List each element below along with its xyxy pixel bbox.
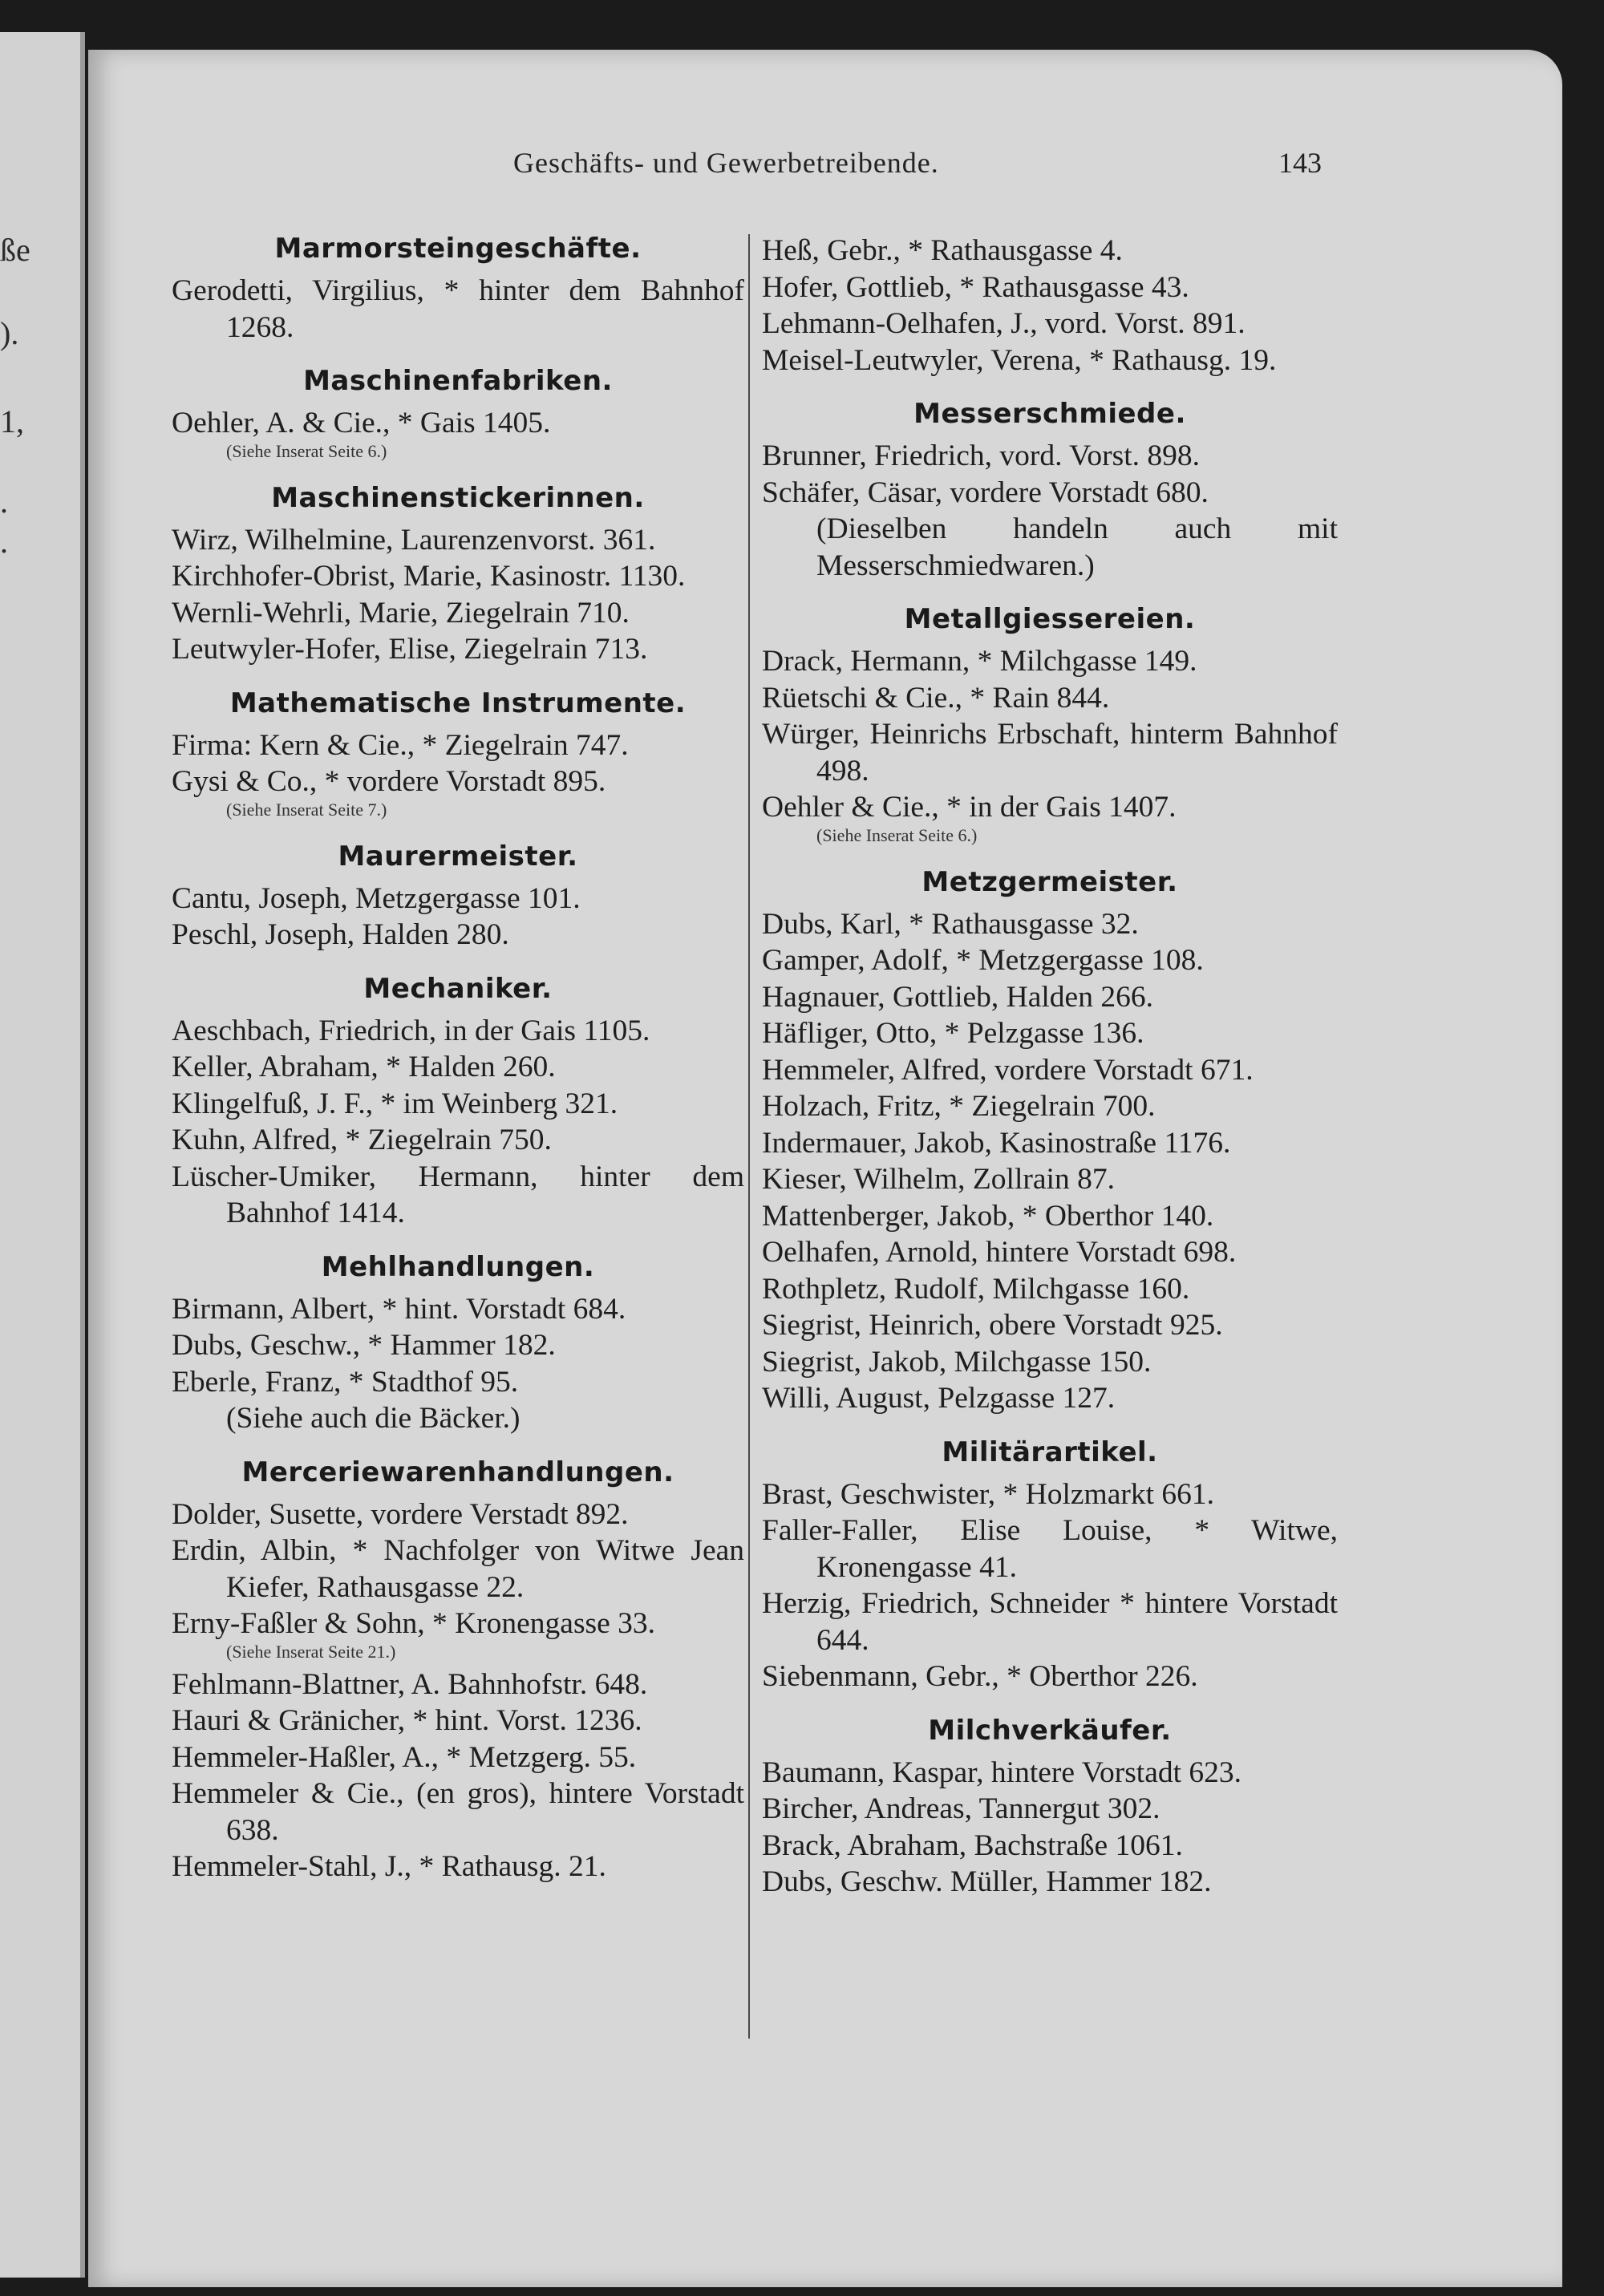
advertisement-note: (Siehe Inserat Seite 21.) <box>226 1641 396 1662</box>
section-heading: Milchverkäufer. <box>928 1714 1172 1747</box>
directory-entry: Mattenberger, Jakob, * Oberthor 140. <box>762 1199 1214 1233</box>
right-column <box>762 233 1338 1901</box>
directory-entry: Dolder, Susette, vordere Verstadt 892. <box>172 1497 629 1531</box>
page-number: 143 <box>1278 147 1322 179</box>
directory-entry: Wirz, Wilhelmine, Laurenzenvorst. 361. <box>172 523 656 557</box>
left-column <box>172 233 744 1885</box>
advertisement-note: (Siehe Inserat Seite 6.) <box>226 440 387 461</box>
directory-entry: Willi, August, Pelzgasse 127. <box>762 1382 1116 1415</box>
directory-entry: Gerodetti, Virgilius, * hinter dem Bahnhof 1268. <box>172 274 744 344</box>
section-messerschmiede <box>762 398 1338 584</box>
directory-entry: Peschl, Joseph, Halden 280. <box>172 918 509 951</box>
directory-entry: Drack, Hermann, * Milchgasse 149. <box>762 645 1197 678</box>
directory-entry: Rothpletz, Rudolf, Milchgasse 160. <box>762 1272 1190 1306</box>
directory-entry: Brack, Abraham, Bachstraße 1061. <box>762 1828 1183 1862</box>
directory-entry: Hagnauer, Gottlieb, Halden 266. <box>762 980 1153 1014</box>
directory-entry: Dubs, Karl, * Rathausgasse 32. <box>762 907 1139 941</box>
section-metallgiessereien <box>762 603 1338 847</box>
directory-entry: Hemmeler-Stahl, J., * Rathausg. 21. <box>172 1850 606 1883</box>
directory-entry: Oehler & Cie., * in der Gais 1407. <box>762 791 1177 824</box>
section-heading: Messerschmiede. <box>913 398 1186 430</box>
directory-entry: Heß, Gebr., * Rathausgasse 4. <box>762 234 1123 267</box>
directory-entry: Gysi & Co., * vordere Vorstadt 895. <box>172 765 606 798</box>
directory-entry: Aeschbach, Friedrich, in der Gais 1105. <box>172 1014 650 1047</box>
section-maurermeister <box>172 840 744 954</box>
directory-entry: Erny-Faßler & Sohn, * Kronengasse 33. <box>172 1607 656 1640</box>
directory-entry: Cantu, Joseph, Metzgergasse 101. <box>172 881 581 915</box>
section-heading: Maschinenfabriken. <box>303 365 613 397</box>
directory-entry: Klingelfuß, J. F., * im Weinberg 321. <box>172 1087 618 1120</box>
directory-entry: Keller, Abraham, * Halden 260. <box>172 1051 556 1083</box>
directory-entry: Eberle, Franz, * Stadthof 95. <box>172 1365 519 1399</box>
section-heading: Militärartikel. <box>942 1436 1158 1468</box>
directory-entry: Rüetschi & Cie., * Rain 844. <box>762 681 1110 715</box>
section-militarartikel <box>762 1436 1338 1695</box>
directory-entry: Würger, Heinrichs Erbschaft, hinterm Bahnhof 498. <box>762 718 1338 788</box>
section-mehlhandlungen <box>172 1251 744 1437</box>
directory-entry: Brunner, Friedrich, vord. Vorst. 898. <box>762 439 1201 472</box>
advertisement-note: (Siehe Inserat Seite 6.) <box>816 824 978 845</box>
section-remark: (Dieselben handeln auch mit Messerschmiedwaren.) <box>816 512 1338 582</box>
section-heading: Mathematische Instrumente. <box>229 686 687 719</box>
section-marmorsteingeschafte <box>172 233 744 346</box>
directory-entry: Hemmeler, Alfred, vordere Vorstadt 671. <box>762 1053 1254 1087</box>
left-page-fragment: . <box>0 484 8 520</box>
directory-entry: Schäfer, Cäsar, vordere Vorstadt 680. <box>762 476 1209 509</box>
directory-entry: Gamper, Adolf, * Metzgergasse 108. <box>762 944 1204 977</box>
section-heading: Marmorsteingeschäfte. <box>274 233 642 265</box>
section-mathematische-instrumente <box>172 687 744 821</box>
directory-entry: Baumann, Kaspar, hintere Vorstadt 623. <box>762 1755 1242 1789</box>
directory-entry: Birmann, Albert, * hint. Vorstadt 684. <box>172 1292 626 1326</box>
running-head: Geschäfts- und Gewerbetreibende. <box>513 147 939 179</box>
directory-entry: Firma: Kern & Cie., * Ziegelrain 747. <box>172 728 629 762</box>
directory-entry: Erdin, Albin, * Nachfolger von Witwe Jean Kiefer, Rathausgasse 22. <box>172 1534 744 1604</box>
directory-entry: Oehler, A. & Cie., * Gais 1405. <box>172 407 551 439</box>
directory-entry: Wernli-Wehrli, Marie, Ziegelrain 710. <box>172 596 630 630</box>
directory-entry: Holzach, Fritz, * Ziegelrain 700. <box>762 1090 1156 1123</box>
directory-entry: Lehmann-Oelhafen, J., vord. Vorst. 891. <box>762 307 1246 340</box>
directory-entry: Siebenmann, Gebr., * Oberthor 226. <box>762 1660 1198 1693</box>
directory-entry: Brast, Geschwister, * Holzmarkt 661. <box>762 1477 1215 1511</box>
section-heading: Merceriewarenhandlungen. <box>241 1456 674 1488</box>
left-page-fragment: ). <box>0 315 19 351</box>
directory-entry: Hofer, Gottlieb, * Rathausgasse 43. <box>762 270 1189 304</box>
directory-entry: Siegrist, Jakob, Milchgasse 150. <box>762 1345 1152 1379</box>
left-page-fragment: 1, <box>0 403 24 439</box>
column-divider <box>748 234 750 2039</box>
directory-entry: Hemmeler-Haßler, A., * Metzgerg. 55. <box>172 1740 637 1774</box>
directory-entry: Herzig, Friedrich, Schneider * hintere Vorstadt 644. <box>762 1587 1338 1657</box>
section-heading: Maurermeister. <box>338 840 578 873</box>
directory-entry: Hauri & Gränicher, * hint. Vorst. 1236. <box>172 1704 642 1737</box>
section-heading: Metzgermeister. <box>921 865 1178 898</box>
left-page-fragment: . <box>0 524 8 560</box>
directory-entry: Indermauer, Jakob, Kasinostraße 1176. <box>762 1126 1231 1160</box>
directory-entry: Kuhn, Alfred, * Ziegelrain 750. <box>172 1124 552 1156</box>
section-milchverkaufer <box>762 1715 1338 1901</box>
directory-entry: Faller-Faller, Elise Louise, * Witwe, Kronengasse 41. <box>762 1514 1338 1584</box>
section-maschinenfabriken <box>172 365 744 463</box>
directory-entry: Meisel-Leutwyler, Verena, * Rathausg. 19. <box>762 343 1277 377</box>
directory-entry: Leutwyler-Hofer, Elise, Ziegelrain 713. <box>172 633 648 666</box>
section-heading: Mehlhandlungen. <box>321 1250 595 1283</box>
directory-entry: Dubs, Geschw., * Hammer 182. <box>172 1329 556 1362</box>
advertisement-note: (Siehe Inserat Seite 7.) <box>226 799 387 820</box>
section-continued <box>762 233 1338 379</box>
section-remark: (Siehe auch die Bäcker.) <box>226 1402 520 1435</box>
section-heading: Mechaniker. <box>363 972 553 1005</box>
section-maschinenstickerinnen <box>172 482 744 668</box>
section-heading: Maschinenstickerinnen. <box>271 481 645 514</box>
section-mechaniker <box>172 973 744 1232</box>
directory-entry: Bircher, Andreas, Tannergut 302. <box>762 1792 1160 1825</box>
directory-entry: Dubs, Geschw. Müller, Hammer 182. <box>762 1865 1212 1898</box>
directory-page <box>88 50 1562 2287</box>
directory-entry: Siegrist, Heinrich, obere Vorstadt 925. <box>762 1309 1223 1342</box>
section-merceriewarenhandlungen <box>172 1456 744 1885</box>
directory-entry: Kirchhofer-Obrist, Marie, Kasinostr. 1130. <box>172 560 686 593</box>
section-heading: Metallgiessereien. <box>904 603 1196 635</box>
left-page-fragment: ße <box>0 232 30 268</box>
directory-entry: Hemmeler & Cie., (en gros), hintere Vorstadt 638. <box>172 1777 744 1847</box>
directory-entry: Oelhafen, Arnold, hintere Vorstadt 698. <box>762 1236 1237 1269</box>
directory-entry: Lüscher-Umiker, Hermann, hinter dem Bahnhof 1414. <box>172 1160 744 1229</box>
section-metzgermeister <box>762 866 1338 1417</box>
left-page-edge <box>0 32 85 2278</box>
directory-entry: Häfliger, Otto, * Pelzgasse 136. <box>762 1017 1144 1050</box>
directory-entry: Fehlmann-Blattner, A. Bahnhofstr. 648. <box>172 1667 648 1701</box>
directory-entry: Kieser, Wilhelm, Zollrain 87. <box>762 1163 1115 1196</box>
